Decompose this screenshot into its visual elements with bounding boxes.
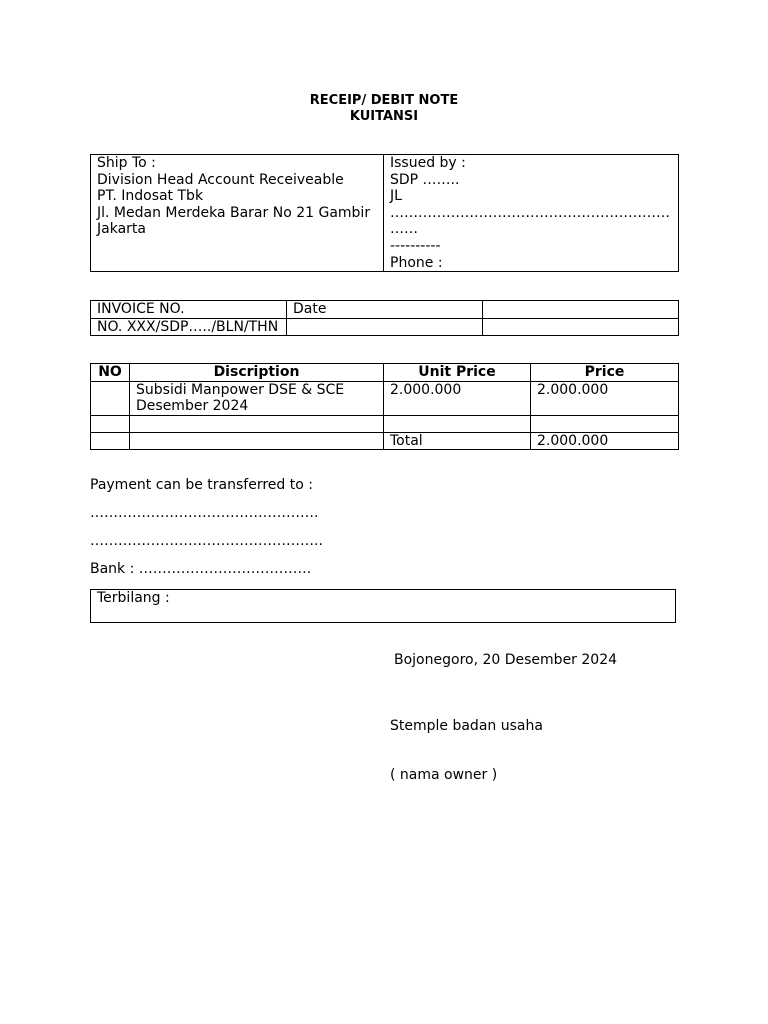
invoice-row-empty	[483, 318, 679, 336]
invoice-no-label: INVOICE NO.	[91, 301, 287, 319]
item-price: 2.000.000	[531, 381, 679, 415]
payment-account-line1: ………………………………………….	[90, 505, 319, 521]
invoice-header-empty	[483, 301, 679, 319]
document-title: RECEIP/ DEBIT NOTE	[309, 93, 459, 108]
payment-bank: Bank : ……………………………….	[90, 561, 312, 577]
ship-to-division: Division Head Account Receiveable	[97, 171, 344, 188]
total-row	[91, 432, 679, 450]
ship-to-city: Jakarta	[97, 221, 146, 238]
column-header-price: Price	[531, 364, 679, 382]
total-value: 2.000.000	[531, 432, 679, 450]
empty-cell	[91, 415, 130, 432]
items-table	[90, 363, 679, 450]
issued-by-cell	[384, 155, 679, 272]
item-description	[130, 381, 384, 415]
payment-intro: Payment can be transferred to :	[90, 477, 313, 493]
column-header-description: Discription	[130, 364, 384, 382]
ship-to-street: Jl. Medan Merdeka Barar No 21 Gambir	[97, 204, 371, 221]
issued-by-label: Issued by :	[390, 155, 466, 171]
empty-cell	[91, 432, 130, 450]
issued-by-street-label: JL	[390, 188, 402, 205]
terbilang-box	[90, 589, 676, 623]
ship-to-label: Ship To :	[97, 155, 156, 171]
parties-table	[90, 154, 679, 272]
item-description-line2: Desember 2024	[136, 398, 249, 415]
signature-stamp: Stemple badan usaha	[390, 718, 543, 734]
issued-by-dashes: ----------	[390, 237, 441, 254]
item-no	[91, 381, 130, 415]
column-header-unit-price: Unit Price	[384, 364, 531, 382]
date-value	[287, 318, 483, 336]
ship-to-cell	[91, 155, 384, 272]
terbilang-label: Terbilang :	[97, 590, 170, 606]
signature-place-date: Bojonegoro, 20 Desember 2024	[394, 652, 618, 668]
signature-owner-name: ( nama owner )	[390, 767, 498, 783]
document-subtitle: KUITANSI	[349, 109, 419, 124]
table-row-empty	[91, 415, 679, 432]
column-header-no: NO	[91, 364, 130, 382]
invoice-table	[90, 300, 679, 336]
empty-cell	[531, 415, 679, 432]
table-row	[91, 381, 679, 415]
item-description-line1: Subsidi Manpower DSE & SCE	[136, 381, 345, 398]
date-label: Date	[287, 301, 483, 319]
item-unit-price: 2.000.000	[384, 381, 531, 415]
ship-to-company: PT. Indosat Tbk	[97, 188, 204, 205]
issued-by-street-dots: ……………………………………………………	[390, 204, 670, 221]
issued-by-phone: Phone :	[390, 254, 443, 271]
issued-by-name: SDP ……..	[390, 171, 460, 188]
issued-by-street-dots-cont: ……	[390, 221, 418, 238]
payment-account-line2: …………………………………………..	[90, 533, 323, 549]
invoice-no-value: NO. XXX/SDP…../BLN/THN	[91, 318, 287, 336]
empty-cell	[130, 432, 384, 450]
empty-cell	[130, 415, 384, 432]
empty-cell	[384, 415, 531, 432]
total-label: Total	[384, 432, 531, 450]
